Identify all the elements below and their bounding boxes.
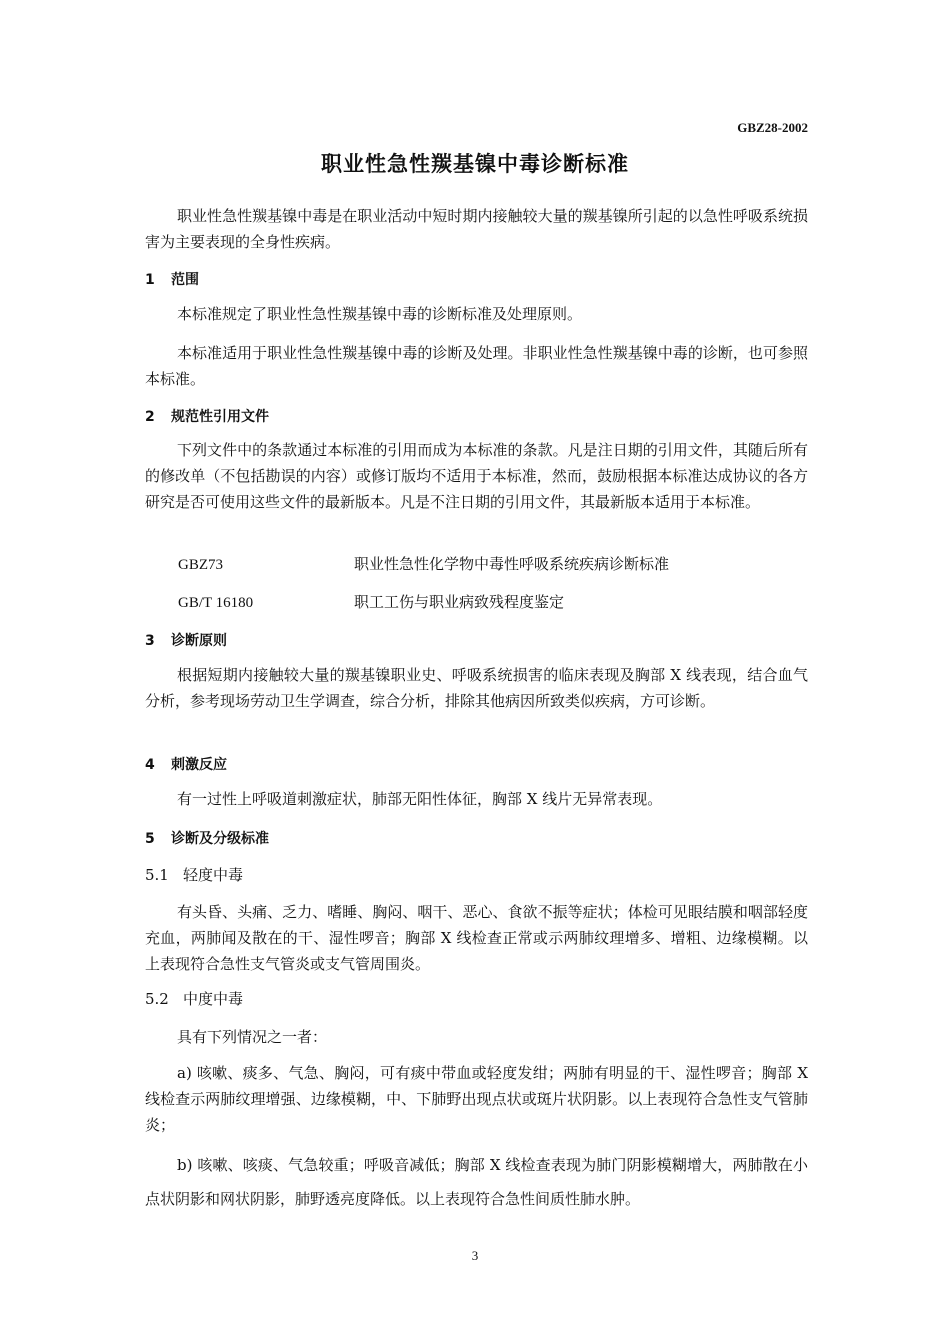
moderate-item-a: a) 咳嗽、痰多、气急、胸闷，可有痰中带血或轻度发绀；两肺有明显的干、湿性啰音；胸部 X 线检查示两肺纹理增强、边缘模糊，中、下肺野出现点状或斑片状阴影。以上表现符合急性支气管肺炎； bbox=[145, 1064, 808, 1134]
reference-code: GBZ73 bbox=[178, 557, 223, 573]
scope-paragraph-1: 本标准规定了职业性急性羰基镍中毒的诊断标准及处理原则。 bbox=[177, 305, 583, 323]
section-number: 5 bbox=[145, 831, 155, 847]
document-title: 职业性急性羰基镍中毒诊断标准 bbox=[321, 152, 629, 176]
section-heading-5 bbox=[145, 828, 269, 848]
reference-name: 职工工伤与职业病致残程度鉴定 bbox=[354, 593, 565, 611]
section-number: 3 bbox=[145, 633, 155, 649]
subsection-number: 5.1 bbox=[145, 866, 169, 884]
moderate-item-b: b) 咳嗽、咳痰、气急较重；呼吸音减低；胸部 X 线检查表现为肺门阴影模糊增大，两肺散在小点状阴影和网状阴影，肺野透亮度降低。以上表现符合急性间质性肺水肿。 bbox=[145, 1156, 808, 1208]
scope-paragraph-2: 本标准适用于职业性急性羰基镍中毒的诊断及处理。非职业性急性羰基镍中毒的诊断，也可参照本标准。 bbox=[145, 344, 808, 388]
section-title: 诊断原则 bbox=[171, 633, 227, 649]
section-heading-4 bbox=[145, 754, 227, 774]
section-title: 规范性引用文件 bbox=[171, 409, 269, 425]
subsection-title: 中度中毒 bbox=[183, 990, 244, 1008]
moderate-intro-paragraph: 具有下列情况之一者： bbox=[177, 1028, 328, 1046]
section-title: 范围 bbox=[171, 272, 199, 288]
section-title: 刺激反应 bbox=[171, 757, 227, 773]
irritation-paragraph: 有一过性上呼吸道刺激症状，肺部无阳性体征，胸部 X 线片无异常表现。 bbox=[177, 790, 663, 808]
standard-code: GBZ28-2002 bbox=[737, 120, 808, 135]
diagnosis-principle-paragraph: 根据短期内接触较大量的羰基镍职业史、呼吸系统损害的临床表现及胸部 X 线表现，结合血气分析，参考现场劳动卫生学调查，综合分析，排除其他病因所致类似疾病，方可诊断。 bbox=[145, 666, 808, 710]
section-number: 2 bbox=[145, 409, 155, 425]
reference-code: GB/T 16180 bbox=[178, 595, 254, 611]
reference-entry bbox=[178, 553, 669, 574]
reference-entry bbox=[178, 591, 564, 612]
subsection-heading-5-2 bbox=[145, 988, 243, 1009]
section-heading-1 bbox=[145, 269, 199, 289]
section-heading-3 bbox=[145, 630, 227, 650]
reference-name: 职业性急性化学物中毒性呼吸系统疾病诊断标准 bbox=[354, 555, 670, 573]
subsection-number: 5.2 bbox=[145, 990, 169, 1008]
page-number: 3 bbox=[471, 1248, 479, 1263]
section-heading-2 bbox=[145, 406, 269, 426]
subsection-title: 轻度中毒 bbox=[183, 866, 244, 884]
references-paragraph: 下列文件中的条款通过本标准的引用而成为本标准的条款。凡是注日期的引用文件，其随后所有的修改单（不包括勘误的内容）或修订版均不适用于本标准，然而，鼓励根据本标准达成协议的各方研究是否可使用这些文件的最新版本。凡是不注日期的引用文件，其最新版本适用于本标准。 bbox=[145, 441, 808, 511]
section-title: 诊断及分级标准 bbox=[171, 831, 269, 847]
section-number: 4 bbox=[145, 757, 155, 773]
intro-paragraph: 职业性急性羰基镍中毒是在职业活动中短时期内接触较大量的羰基镍所引起的以急性呼吸系统损害为主要表现的全身性疾病。 bbox=[145, 207, 808, 251]
mild-poisoning-paragraph: 有头昏、头痛、乏力、嗜睡、胸闷、咽干、恶心、食欲不振等症状；体检可见眼结膜和咽部轻度充血，两肺闻及散在的干、湿性啰音；胸部 X 线检查正常或示两肺纹理增多、增粗、边缘模糊。以上表现符合急性支气管炎或支气管周围炎。 bbox=[145, 903, 808, 973]
section-number: 1 bbox=[145, 272, 155, 288]
subsection-heading-5-1 bbox=[145, 864, 243, 885]
